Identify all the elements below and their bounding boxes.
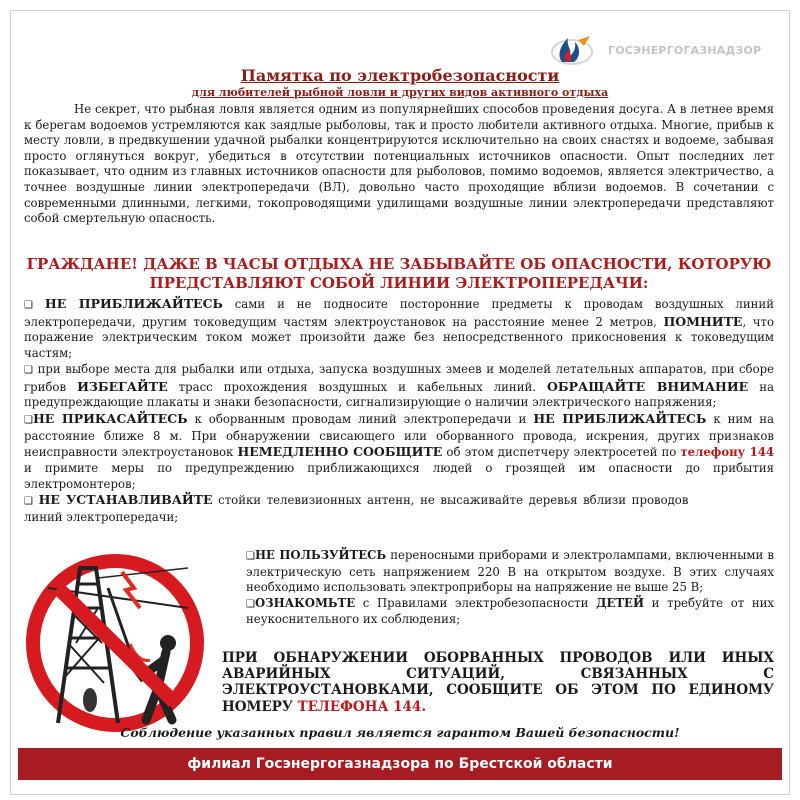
checkbox-bullet-icon: ❑ (24, 496, 33, 508)
flame-icon (548, 32, 600, 68)
rule-item: ❑НЕ ПРИКАСАЙТЕСЬ к оборванным проводам линий электропередачи и НЕ ПРИБЛИЖАЙТЕСЬ к ним на расстояние ближе 8 м. При обнаружении свисающего или оборванного провода, искрения, других признаков неисправности электроустановок НЕМЕДЛЕННО СООБЩИТЕ об этом диспетчеру электросетей по телефону 144 и примите меры по предупреждению приближающихся людей о грозящей им опасности до прибытия электромонтеров; (24, 410, 775, 491)
warning-heading: ГРАЖДАНЕ! ДАЖЕ В ЧАСЫ ОТДЫХА НЕ ЗАБЫВАЙТЕ ОБ ОПАСНОСТИ, КОТОРУЮ ПРЕДСТАВЛЯЮТ СОБОЙ ЛИНИИ ЭЛЕКТРОПЕРЕДАЧИ: (26, 255, 772, 292)
emergency-notice: ПРИ ОБНАРУЖЕНИИ ОБОРВАННЫХ ПРОВОДОВ ИЛИ ИНЫХ АВАРИЙНЫХ СИТУАЦИЙ, СВЯЗАННЫХ С ЭЛЕКТРОУСТАНОВКАМИ, СООБЩИТЕ ОБ ЭТОМ ПО ЕДИНОМУ НОМЕРУ ТЕЛЕФОНА 144. (222, 650, 774, 715)
page-subtitle: для любителей рыбной ловли и других видов активного отдыха (191, 86, 609, 99)
rule-item: ❑ НЕ ПРИБЛИЖАЙТЕСЬ сами и не подносите посторонние предметы к проводам воздушных линий электропередачи, другим токоведущим частям электроустановок на расстояние менее 2 метров, ПОМНИТЕ, что поражение электрическим током может произойти даже без непосредственного прикосновения к токоведущим частям; (24, 296, 774, 361)
checkbox-bullet-icon: ❑ (24, 364, 33, 376)
page-title: Памятка по электробезопасности (240, 66, 560, 85)
checkbox-bullet-icon: ❑ (24, 300, 33, 311)
no-fishing-near-power-lines-icon (18, 548, 216, 738)
org-name: ГОСЭНЕРГОГАЗНАДЗОР (608, 44, 762, 57)
checkbox-bullet-icon: ❑ (24, 414, 33, 426)
rule-item: ❑ при выборе места для рыбалки или отдыха, запуска воздушных змеев и моделей летательных аппаратов, при сборе грибов ИЗБЕГАЙТЕ трасс прохождения воздушных и кабельных линий. ОБРАЩАЙТЕ ВНИМАНИЕ на предупреждающие плакаты и знаки безопасности, сигнализирующие о наличии электрического напряжения; (24, 361, 775, 410)
checkbox-bullet-icon: ❑ (246, 551, 255, 562)
footer-banner (18, 748, 782, 780)
footer-text: филиал Госэнергогазнадзора по Брестской области (187, 756, 613, 772)
emergency-phone: ТЕЛЕФОНА 144. (297, 698, 427, 715)
phone-number: телефону 144 (680, 445, 774, 460)
org-logo (548, 32, 788, 68)
rules-list (24, 296, 774, 526)
safety-motto: Соблюдение указанных правил является гарантом Вашей безопасности! (120, 725, 680, 740)
rule-item: ❑ОЗНАКОМЬТЕ с Правилами электробезопасности ДЕТЕЙ и требуйте от них неукоснительного их соблюдения; (246, 595, 775, 627)
checkbox-bullet-icon: ❑ (246, 598, 255, 610)
rules-list-continued (246, 548, 774, 628)
intro-paragraph: Не секрет, что рыбная ловля является одним из популярнейших способов проведения досуга. А в летнее время к берегам водоемов устремляются как заядлые рыболовы, так и просто любители активного отдыха. Многие, прибыв к месту ловли, в предвкушении удачной рыбалки концентрируются исключительно на своих снастях и водоеме, забывая просто оглянуться вокруг, убедиться в отсутствии потенциальных источников опасности. Опыт последних лет показывает, что одним из главных источников опасности для рыболовов, помимо водоемов, является электричество, а точнее воздушные линии электропередачи (ВЛ), довольно часто проходящие вблизи водоемов. В сочетании с современными длинными, легкими, токопроводящими удилищами воздушные линии электропередачи представляют собой смертельную опасность. (24, 102, 774, 226)
rule-item: ❑ НЕ УСТАНАВЛИВАЙТЕ стойки телевизионных антенн, не высаживайте деревья вблизи проводов линий электропередачи; (24, 492, 689, 525)
rule-item: ❑НЕ ПОЛЬЗУЙТЕСЬ переносными приборами и электролампами, включенными в электрическую сеть напряжением 220 В на открытом воздухе. В этих случаях необходимо использовать электроприборы на напряжение не выше 25 В; (246, 548, 775, 595)
